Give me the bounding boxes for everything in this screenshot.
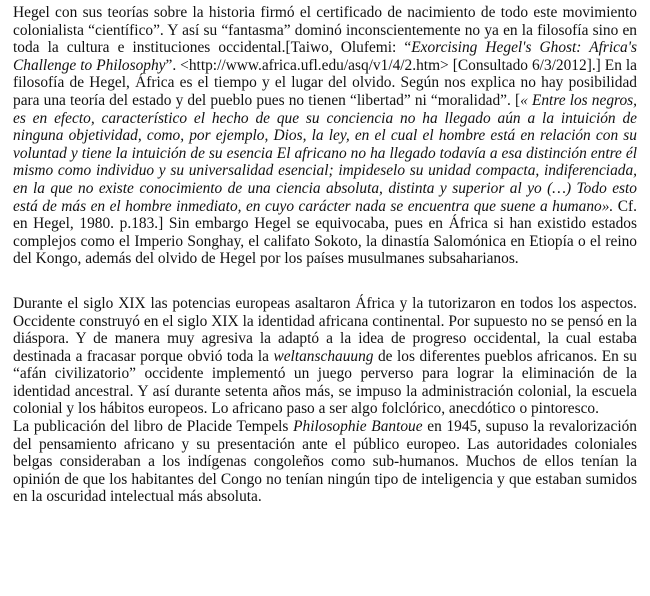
paragraph-tempels <box>13 418 637 506</box>
text-segment: Hegel con sus teorías sobre la historia firmó el certificado de nacimiento de todo este movimiento colonialista “científico”. Y así su “fantasma” dominó inconscientemente no ya en la filosofía sino en toda la cultura e instituciones occidental.[Taiwo, Olufemi: “ <box>13 4 637 57</box>
italic-quote: « Entre los negros, es en efecto, característico el hecho de que su conciencia no ha llegado aún a la intuición de ninguna objetividad, como, por ejemplo, Dios, la ley, en el cual el hombre está en relación con su voluntad y tiene la intuición de su esencia El africano no ha llegado todavía a esa distinción entre él mismo como individuo y su universalidad esencial; impideselo su unidad compacta, indiferenciada, en la que no existe conocimiento de una ciencia absoluta, distinta y superior al yo (…) Todo esto está de más en el hombre inmediato, en cuyo carácter nada se encuentra que suene a humano». <box>13 91 637 215</box>
text-segment: Durante el siglo XIX las potencias europeas asaltaron África y la tutorizaron en todos los aspectos. Occidente construyó en el siglo XIX la identidad africana continental. Por supuesto no se pensó en la diáspora. Y de manera muy agresiva la adaptó a la idea de progreso occidental, la cual estaba destinada a fracasar porque obvió toda la <box>13 294 637 365</box>
italic-segment: Philosophie Bantoue <box>293 418 423 436</box>
italic-segment: weltanschauung <box>273 347 374 365</box>
paragraph-siglo-xix <box>13 295 637 418</box>
text-segment: de los diferentes pueblos africanos. En su “afán civilizatorio” occidente implementó un juego perverso para lograr la eliminación de la identidad ancestral. Y así durante setenta años más, se impuso la administración colonial, la escuela colonial y los hábitos europeos. Lo africano paso a ser algo folclórico, anecdótico o pintoresco. <box>13 347 637 418</box>
text-segment: ”. <http://www.africa.ufl.edu/asq/v1/4/2.htm> [Consultado 6/3/2012].] En la filosofía de Hegel, África es el tiempo y el lugar del olvido. Según nos explica no hay posibilidad para una teoría del estado y del pueblo pues no tienen “libertad” ni “moralidad”. [ <box>13 56 637 109</box>
text-segment: Cf. en Hegel, 1980. p.183.] Sin embargo Hegel se equivocaba, pues en África si han existido estados complejos como el Imperio Songhay, el califato Sokoto, la dinastía Salomónica en Etiopía o el reino del Kongo, además del olvido de Hegel por los países musulmanes subsaharianos. <box>13 197 638 268</box>
text-segment: La publicación del libro de Placide Tempels <box>13 418 294 436</box>
italic-segment: Exorcising Hegel's Ghost: Africa's Challenge to Philosophy <box>13 39 637 74</box>
paragraph-hegel <box>13 4 637 268</box>
text-segment: en 1945, supuso la revalorización del pensamiento africano y su presentación ante el público europeo. Las autoridades coloniales belgas consideraban a los indígenas congoleños como sub-humanos. Muchos de ellos tenían la opinión de que los habitantes del Congo no tenían ningún tipo de inteligencia y que estaban sumidos en la oscuridad intelectual más absoluta. <box>13 418 637 506</box>
